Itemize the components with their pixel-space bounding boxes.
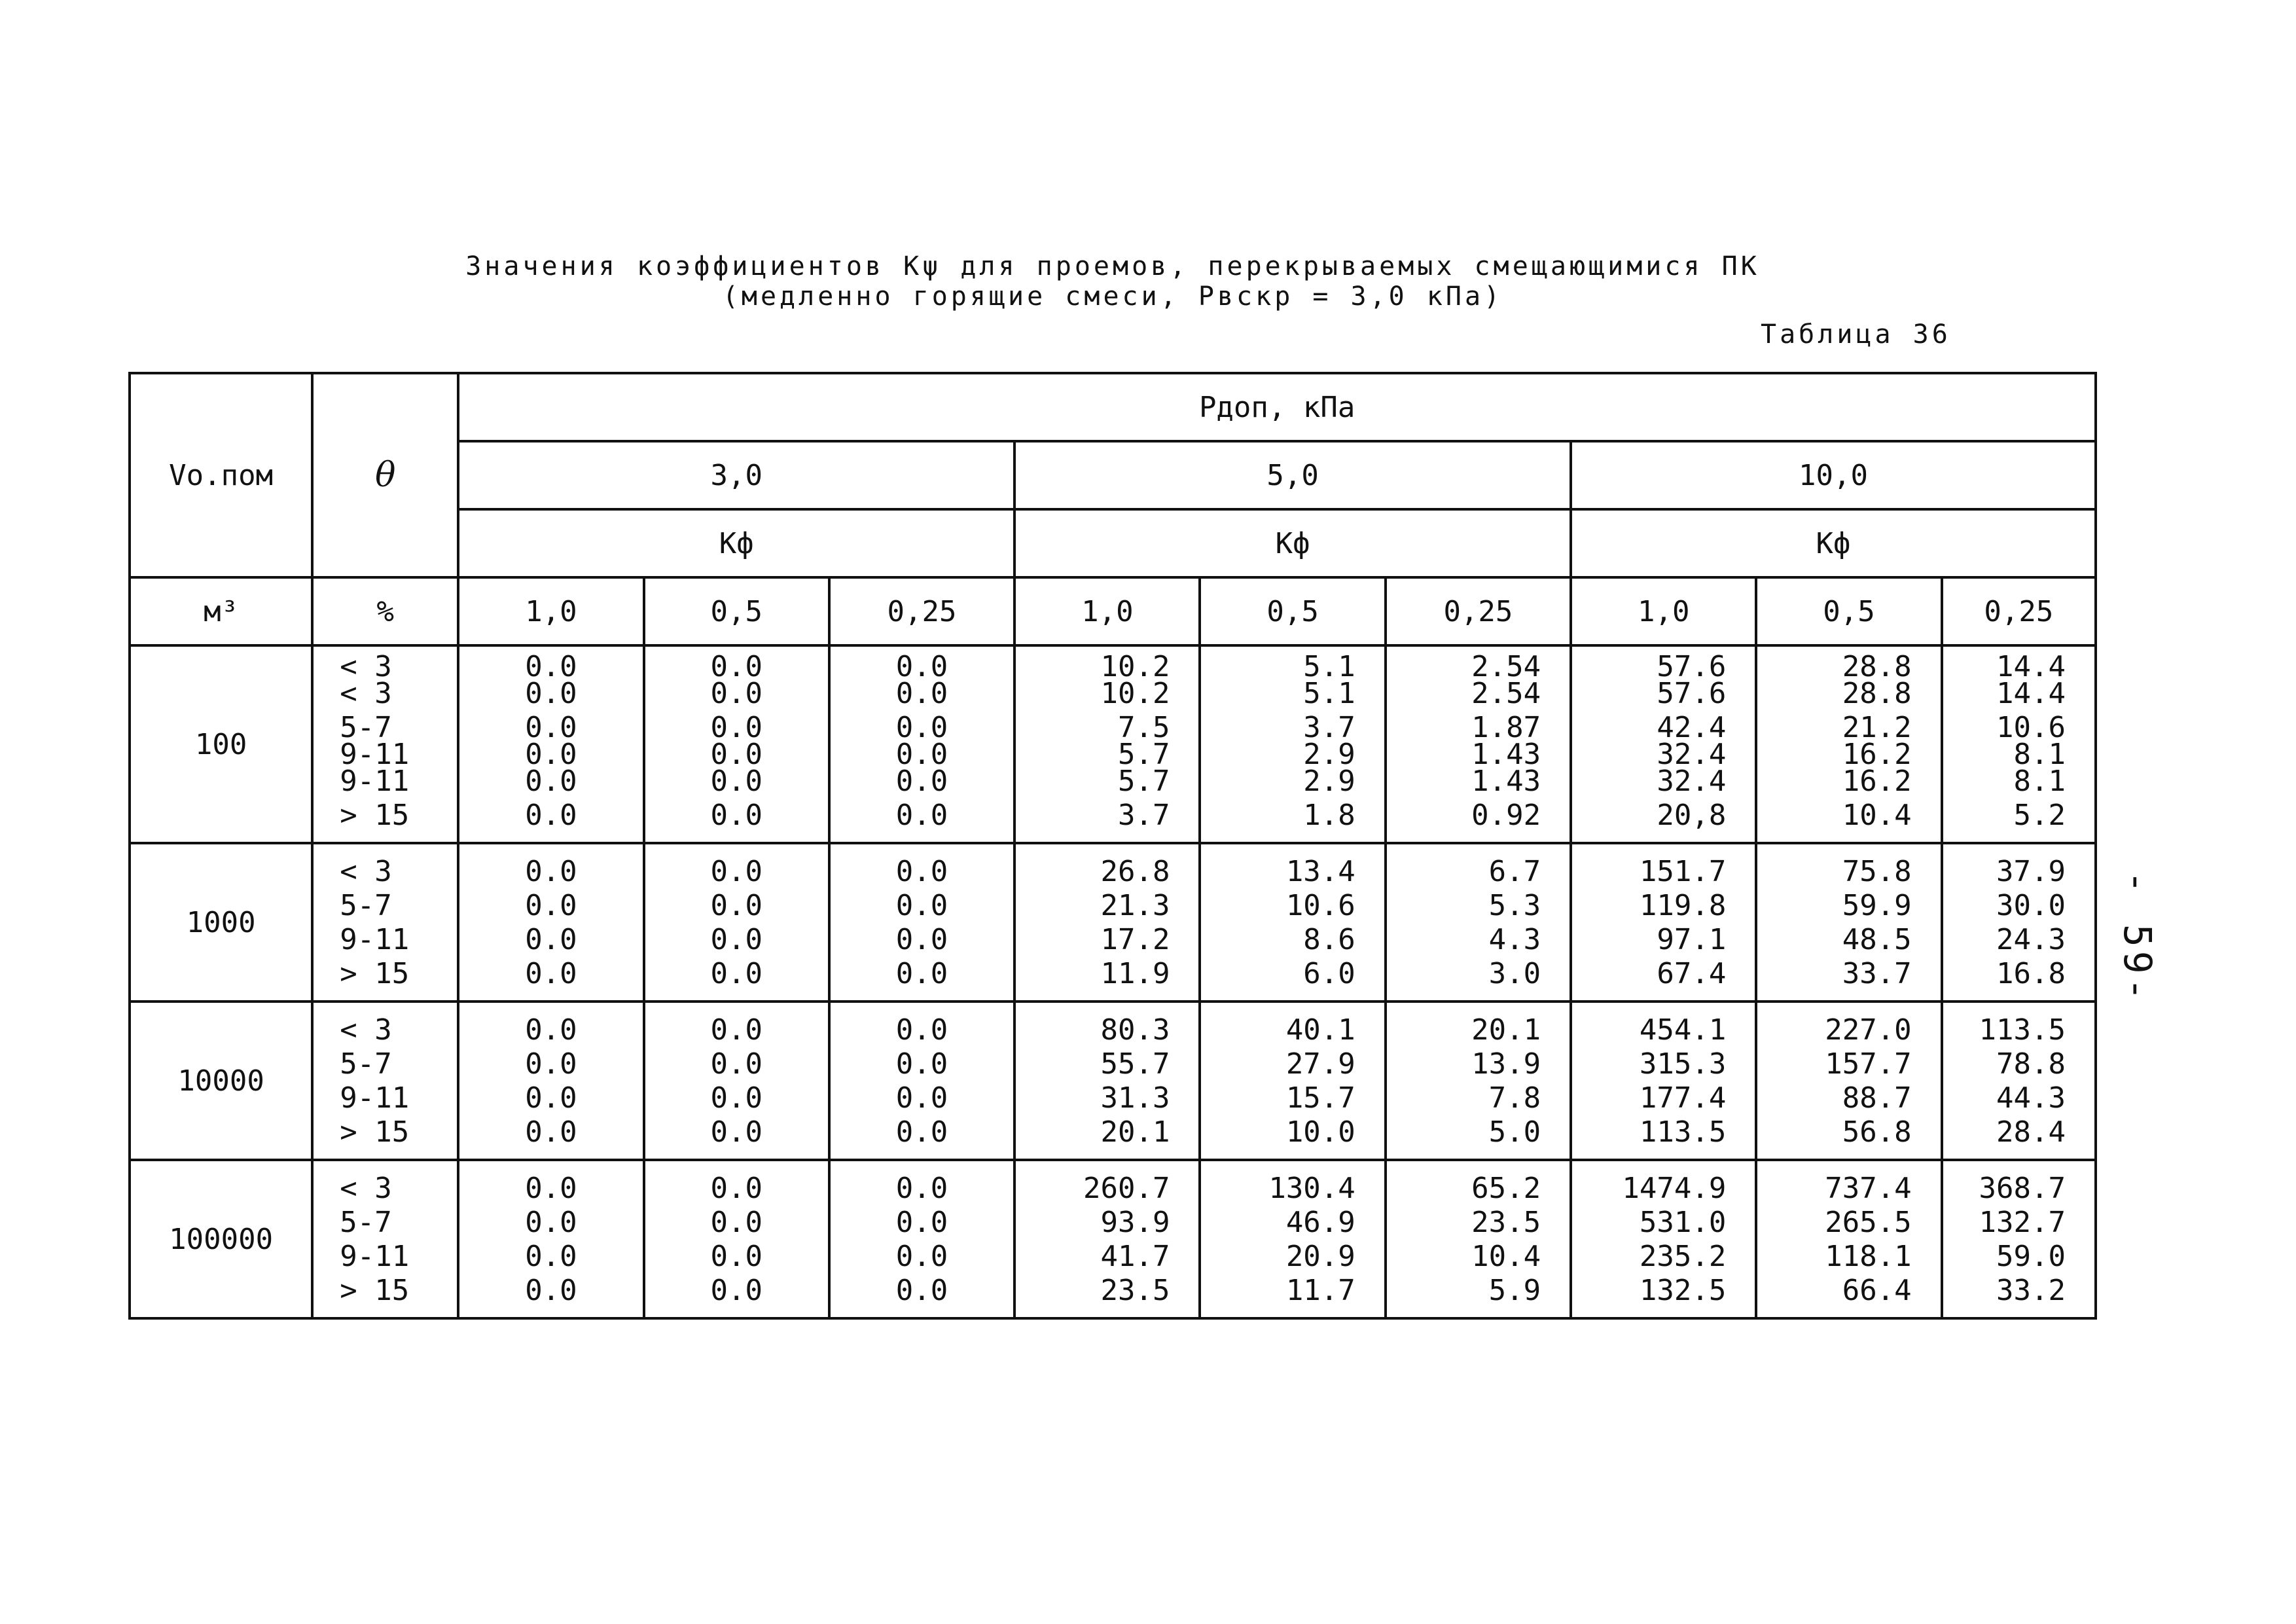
table-cell: > 15 [340, 799, 410, 832]
table-cell: 0.0 [710, 1047, 762, 1081]
kpsi-column [1756, 1160, 1941, 1318]
kpsi-column [1014, 843, 1200, 1001]
table-cell: 5.7 [1118, 738, 1170, 771]
table-cell: 0.0 [710, 855, 762, 888]
table-cell: 5.0 [1488, 1115, 1541, 1149]
ratio-1: 1,0 [1014, 577, 1200, 645]
table-cell: 20,8 [1657, 799, 1727, 832]
title-line-2: (медленно горящие смеси, Pвскр = 3,0 кПа) [722, 281, 1503, 312]
table-cell: 9-11 [340, 738, 410, 771]
kpsi-column [644, 645, 829, 843]
table-cell: 0.0 [895, 1081, 948, 1115]
table-cell: 0.0 [525, 765, 577, 798]
table-cell: < 3 [340, 1013, 392, 1047]
table-cell: 10.2 [1100, 677, 1170, 710]
table-cell: 93.9 [1100, 1206, 1170, 1239]
table-cell: 16.8 [1996, 957, 2066, 990]
table-cell: 0.0 [895, 889, 948, 922]
table-title [386, 251, 1839, 312]
table-cell: 0.0 [895, 957, 948, 990]
table-cell: 30.0 [1996, 889, 2066, 922]
table-cell: 227.0 [1825, 1013, 1912, 1047]
table-cell: 8.1 [2013, 738, 2066, 771]
table-cell: 1.43 [1471, 765, 1541, 798]
table-cell: 113.5 [1639, 1115, 1727, 1149]
volume-group-row [130, 645, 2096, 843]
table-cell: 88.7 [1842, 1081, 1912, 1115]
table-cell: 5-7 [340, 1047, 392, 1081]
ratio-2: 0,5 [1200, 577, 1385, 645]
table-cell: 0.0 [710, 711, 762, 744]
kpsi-column [458, 843, 643, 1001]
table-cell: 5.9 [1488, 1274, 1541, 1307]
kpsi-column [1014, 645, 1200, 843]
table-cell: 32.4 [1657, 765, 1727, 798]
table-cell: 0.0 [710, 1172, 762, 1205]
kpsi-column [644, 843, 829, 1001]
volume-group-row [130, 1160, 2096, 1318]
table-cell: 9-11 [340, 765, 410, 798]
table-cell: 10.4 [1842, 799, 1912, 832]
table-cell: < 3 [340, 855, 392, 888]
kpsi-column [829, 645, 1014, 843]
table-cell: 32.4 [1657, 738, 1727, 771]
table-cell: > 15 [340, 957, 410, 990]
table-cell: 17.2 [1100, 923, 1170, 956]
table-cell: 3.7 [1118, 799, 1170, 832]
table-cell: 31.3 [1100, 1081, 1170, 1115]
table-cell: 3.0 [1488, 957, 1541, 990]
ratio-3: 0,25 [1386, 577, 1571, 645]
kpsi-column [1942, 1160, 2096, 1318]
table-cell: 1474.9 [1622, 1172, 1727, 1205]
table-cell: 132.5 [1639, 1274, 1727, 1307]
table-cell: 0.0 [895, 738, 948, 771]
theta-values [312, 1001, 458, 1160]
table-cell: < 3 [340, 1172, 392, 1205]
table-cell: 315.3 [1639, 1047, 1727, 1081]
table-cell: 2.9 [1303, 738, 1355, 771]
kpsi-column [458, 645, 643, 843]
kpsi-column [1756, 843, 1941, 1001]
pressure-5: 5,0 [1014, 441, 1571, 509]
table-cell: 0.0 [525, 1115, 577, 1149]
kf-header-1: Кф [458, 509, 1014, 577]
table-cell: 157.7 [1825, 1047, 1912, 1081]
table-cell: 10.0 [1285, 1115, 1355, 1149]
table-cell: 0.0 [710, 1013, 762, 1047]
kf-header-3: Кф [1571, 509, 2096, 577]
table-cell: 57.6 [1657, 677, 1727, 710]
theta-header: θ [312, 373, 458, 577]
table-cell: 40.1 [1285, 1013, 1355, 1047]
theta-values [312, 645, 458, 843]
table-cell: > 15 [340, 1115, 410, 1149]
kpsi-column [644, 1160, 829, 1318]
table-cell: 55.7 [1100, 1047, 1170, 1081]
header-row-ratios [130, 577, 2096, 645]
vol-unit: м³ [130, 577, 312, 645]
table-cell: 0.0 [895, 711, 948, 744]
table-cell: 0.0 [895, 799, 948, 832]
table-cell: 28.4 [1996, 1115, 2066, 1149]
kpsi-column [1200, 1160, 1385, 1318]
table-cell: 0.0 [525, 711, 577, 744]
kpsi-column [829, 1001, 1014, 1160]
table-cell: 8.6 [1303, 923, 1355, 956]
table-cell: 1.8 [1303, 799, 1355, 832]
table-cell: 0.0 [710, 650, 762, 683]
table-cell: 1.87 [1471, 711, 1541, 744]
ratio-2: 0,5 [644, 577, 829, 645]
table-cell: 0.0 [710, 923, 762, 956]
table-cell: 737.4 [1825, 1172, 1912, 1205]
table-cell: 0.0 [525, 799, 577, 832]
table-cell: 5.2 [2013, 799, 2066, 832]
table-cell: 0.0 [710, 799, 762, 832]
theta-values [312, 843, 458, 1001]
table-cell: 5.1 [1303, 677, 1355, 710]
table-cell: 21.2 [1842, 711, 1912, 744]
table-cell: 9-11 [340, 1240, 410, 1273]
table-cell: 97.1 [1657, 923, 1727, 956]
table-cell: 16.2 [1842, 738, 1912, 771]
table-cell: 118.1 [1825, 1240, 1912, 1273]
table-cell: 0.0 [710, 677, 762, 710]
table-cell: 21.3 [1100, 889, 1170, 922]
table-cell: 0.0 [525, 677, 577, 710]
table-cell: 0.0 [525, 1047, 577, 1081]
table-cell: 11.7 [1285, 1274, 1355, 1307]
table-cell: 78.8 [1996, 1047, 2066, 1081]
table-cell: 0.0 [525, 1274, 577, 1307]
table-cell: 15.7 [1285, 1081, 1355, 1115]
table-cell: 46.9 [1285, 1206, 1355, 1239]
page-number: - 59- [2115, 871, 2160, 1005]
table-cell: 0.0 [895, 1274, 948, 1307]
table-cell: 67.4 [1657, 957, 1727, 990]
table-cell: < 3 [340, 677, 392, 710]
table-cell: 0.0 [895, 855, 948, 888]
kpsi-column [1014, 1001, 1200, 1160]
table-cell: 33.2 [1996, 1274, 2066, 1307]
table-cell: 14.4 [1996, 677, 2066, 710]
ratio-3: 0,25 [829, 577, 1014, 645]
theta-unit: % [312, 577, 458, 645]
table-cell: 56.8 [1842, 1115, 1912, 1149]
volume-value: 10000 [130, 1001, 312, 1160]
ratio-1: 1,0 [1571, 577, 1756, 645]
theta-values [312, 1160, 458, 1318]
kpsi-column [458, 1160, 643, 1318]
table-cell: 0.92 [1471, 799, 1541, 832]
table-cell: 0.0 [525, 889, 577, 922]
pressure-3: 3,0 [458, 441, 1014, 509]
kpsi-column [1942, 645, 2096, 843]
kpsi-column [1571, 645, 1756, 843]
table-cell: 14.4 [1996, 650, 2066, 683]
volume-group-row [130, 843, 2096, 1001]
table-number: Таблица 36 [1761, 319, 1951, 350]
table-cell: 10.6 [1996, 711, 2066, 744]
table-cell: 7.5 [1118, 711, 1170, 744]
table-cell: 28.8 [1842, 677, 1912, 710]
kpsi-column [1386, 1160, 1571, 1318]
table-cell: 9-11 [340, 1081, 410, 1115]
table-cell: 0.0 [895, 650, 948, 683]
table-cell: 0.0 [525, 1013, 577, 1047]
table-cell: 59.0 [1996, 1240, 2066, 1273]
kpsi-column [829, 1160, 1014, 1318]
table-cell: 7.8 [1488, 1081, 1541, 1115]
kpsi-column [1386, 843, 1571, 1001]
table-cell: 27.9 [1285, 1047, 1355, 1081]
table-cell: 0.0 [895, 1206, 948, 1239]
table-cell: 177.4 [1639, 1081, 1727, 1115]
table-cell: 265.5 [1825, 1206, 1912, 1239]
table-cell: 531.0 [1639, 1206, 1727, 1239]
table-cell: 0.0 [525, 650, 577, 683]
table-cell: 23.5 [1100, 1274, 1170, 1307]
kpsi-column [829, 843, 1014, 1001]
table-cell: 20.1 [1471, 1013, 1541, 1047]
table-cell: 0.0 [710, 1240, 762, 1273]
table-cell: 0.0 [525, 1081, 577, 1115]
table-cell: 11.9 [1100, 957, 1170, 990]
table-cell: 0.0 [895, 1240, 948, 1273]
table-cell: 65.2 [1471, 1172, 1541, 1205]
kpsi-column [1942, 1001, 2096, 1160]
table-cell: 0.0 [525, 738, 577, 771]
volume-group-row [130, 1001, 2096, 1160]
table-cell: 0.0 [895, 765, 948, 798]
table-cell: 151.7 [1639, 855, 1727, 888]
table-cell: 20.1 [1100, 1115, 1170, 1149]
table-cell: 5.7 [1118, 765, 1170, 798]
table-cell: 5-7 [340, 711, 392, 744]
table-cell: 0.0 [710, 1081, 762, 1115]
table-cell: 5-7 [340, 889, 392, 922]
table-cell: 42.4 [1657, 711, 1727, 744]
table-cell: 80.3 [1100, 1013, 1170, 1047]
table-cell: 1.43 [1471, 738, 1541, 771]
kpsi-column [1200, 645, 1385, 843]
table-cell: 0.0 [525, 1206, 577, 1239]
table-cell: 8.1 [2013, 765, 2066, 798]
table-cell: 0.0 [525, 1240, 577, 1273]
table-cell: 10.4 [1471, 1240, 1541, 1273]
table-cell: 0.0 [710, 1115, 762, 1149]
kpsi-column [1200, 843, 1385, 1001]
volume-value: 1000 [130, 843, 312, 1001]
vol-header: Vo.пом [130, 373, 312, 577]
table-cell: 13.9 [1471, 1047, 1541, 1081]
table-cell: 0.0 [895, 1115, 948, 1149]
table-cell: 59.9 [1842, 889, 1912, 922]
kpsi-column [1942, 843, 2096, 1001]
table-cell: 16.2 [1842, 765, 1912, 798]
table-cell: 2.54 [1471, 677, 1541, 710]
ratio-1: 1,0 [458, 577, 643, 645]
kpsi-column [1756, 645, 1941, 843]
pdop-header: Pдоп, кПа [458, 373, 2096, 441]
table-cell: 9-11 [340, 923, 410, 956]
volume-value: 100000 [130, 1160, 312, 1318]
table-cell: 5-7 [340, 1206, 392, 1239]
table-cell: 0.0 [895, 1013, 948, 1047]
kpsi-column [1756, 1001, 1941, 1160]
kpsi-column [1571, 843, 1756, 1001]
ratio-3: 0,25 [1942, 577, 2096, 645]
kpsi-column [1014, 1160, 1200, 1318]
kpsi-column [1571, 1001, 1756, 1160]
title-line-1: Значения коэффициентов Кψ для проемов, перекрываемых смещающимися ПК [465, 251, 1760, 281]
table-cell: 0.0 [710, 738, 762, 771]
table-cell: 0.0 [525, 957, 577, 990]
table-cell: 0.0 [895, 923, 948, 956]
table-cell: 113.5 [1979, 1013, 2066, 1047]
table-cell: 0.0 [895, 677, 948, 710]
table-cell: 24.3 [1996, 923, 2066, 956]
table-cell: 0.0 [710, 889, 762, 922]
kf-header-2: Кф [1014, 509, 1571, 577]
table-cell: 4.3 [1488, 923, 1541, 956]
table-cell: 66.4 [1842, 1274, 1912, 1307]
table-cell: 119.8 [1639, 889, 1727, 922]
table-cell: 0.0 [710, 765, 762, 798]
ratio-2: 0,5 [1756, 577, 1941, 645]
table-cell: 130.4 [1268, 1172, 1355, 1205]
table-cell: 0.0 [525, 855, 577, 888]
table-cell: 23.5 [1471, 1206, 1541, 1239]
table-cell: 28.8 [1842, 650, 1912, 683]
table-cell: 37.9 [1996, 855, 2066, 888]
kpsi-column [1571, 1160, 1756, 1318]
header-row-pdop [130, 373, 2096, 441]
table-cell: 0.0 [710, 1274, 762, 1307]
table-cell: 2.9 [1303, 765, 1355, 798]
kpsi-column [1200, 1001, 1385, 1160]
kpsi-column [458, 1001, 643, 1160]
table-cell: 2.54 [1471, 650, 1541, 683]
table-cell: 57.6 [1657, 650, 1727, 683]
table-cell: 0.0 [710, 1206, 762, 1239]
kpsi-column [1386, 1001, 1571, 1160]
table-cell: 235.2 [1639, 1240, 1727, 1273]
table-cell: 10.6 [1285, 889, 1355, 922]
kpsi-column [1386, 645, 1571, 843]
table-cell: 0.0 [525, 923, 577, 956]
table-cell: 75.8 [1842, 855, 1912, 888]
table-cell: 0.0 [710, 957, 762, 990]
table-cell: 44.3 [1996, 1081, 2066, 1115]
table-cell: 48.5 [1842, 923, 1912, 956]
table-cell: 13.4 [1285, 855, 1355, 888]
table-cell: 454.1 [1639, 1013, 1727, 1047]
kpsi-column [644, 1001, 829, 1160]
table-cell: 0.0 [895, 1047, 948, 1081]
table-cell: 5.3 [1488, 889, 1541, 922]
table-cell: 26.8 [1100, 855, 1170, 888]
table-cell: 368.7 [1979, 1172, 2066, 1205]
table-cell: 0.0 [525, 1172, 577, 1205]
table-cell: 5.1 [1303, 650, 1355, 683]
table-cell: < 3 [340, 650, 392, 683]
table-cell: 132.7 [1979, 1206, 2066, 1239]
table-cell: 6.0 [1303, 957, 1355, 990]
table-cell: 6.7 [1488, 855, 1541, 888]
table-cell: 20.9 [1285, 1240, 1355, 1273]
table-cell: 0.0 [895, 1172, 948, 1205]
table-cell: > 15 [340, 1274, 410, 1307]
table-cell: 41.7 [1100, 1240, 1170, 1273]
pressure-10: 10,0 [1571, 441, 2096, 509]
table-cell: 3.7 [1303, 711, 1355, 744]
coefficients-table [128, 372, 2097, 1320]
table-cell: 260.7 [1083, 1172, 1170, 1205]
table-cell: 33.7 [1842, 957, 1912, 990]
table-cell: 10.2 [1100, 650, 1170, 683]
volume-value: 100 [130, 645, 312, 843]
